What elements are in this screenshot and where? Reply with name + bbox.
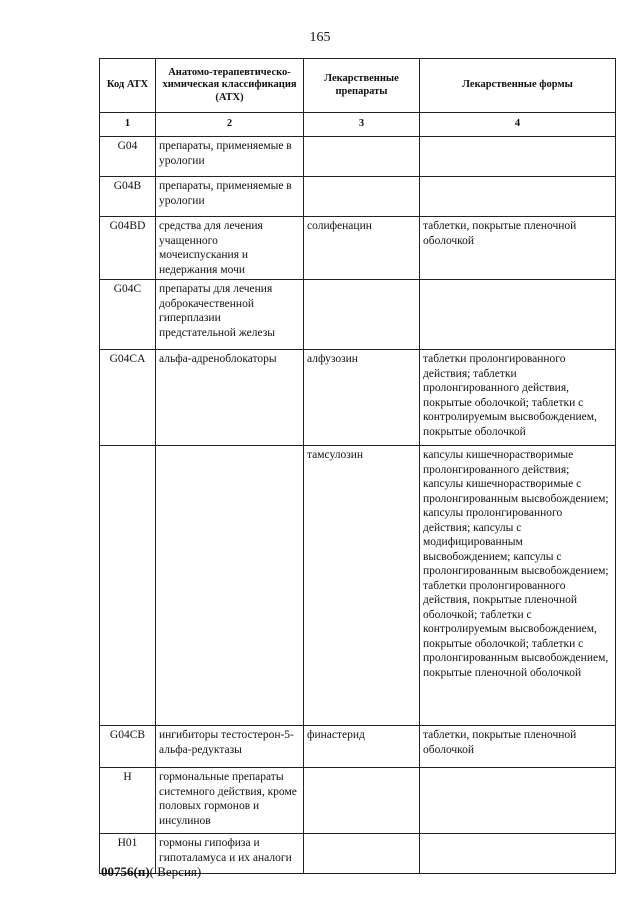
- classification: ингибиторы тестостерон-5-альфа-редуктазы: [156, 726, 304, 768]
- drug-name: [304, 280, 420, 350]
- table-row: [100, 137, 616, 177]
- dosage-forms: [420, 768, 616, 834]
- atx-code: G04CA: [100, 350, 156, 446]
- table-row: [100, 350, 616, 446]
- dosage-forms: [420, 177, 616, 217]
- classification: препараты, применяемые в урологии: [156, 177, 304, 217]
- atx-code: G04BD: [100, 217, 156, 280]
- drug-name: [304, 834, 420, 874]
- dosage-forms: капсулы кишечнорастворимые пролонгированного действия; капсулы кишечнорастворимые с пролонгированным высвобождением; капсулы пролонгированного действия; капсулы с модифицированным высвобождением; капсулы с пролонгированным высвобождением; таблетки пролонгированного действия, покрытые пленочной оболочкой; таблетки с контролируемым высвобождением, покрытые оболочкой; таблетки с пролонгированным высвобождением, покрытые пленочной оболочкой: [420, 446, 616, 726]
- classification: препараты для лечения доброкачественной гиперплазии предстательной железы: [156, 280, 304, 350]
- classification: гормоны гипофиза и гипоталамуса и их аналоги: [156, 834, 304, 874]
- atx-code: G04C: [100, 280, 156, 350]
- column-number: 1: [100, 113, 156, 137]
- header-classification: Анатомо-терапевтическо-химическая классификация (АТХ): [156, 59, 304, 113]
- classification: альфа-адреноблокаторы: [156, 350, 304, 446]
- drug-name: [304, 768, 420, 834]
- dosage-forms: таблетки пролонгированного действия; таблетки пролонгированного действия, покрытые оболочкой; таблетки с контролируемым высвобождением, покрытые оболочкой: [420, 350, 616, 446]
- dosage-forms: [420, 137, 616, 177]
- header-code: Код АТХ: [100, 59, 156, 113]
- page-number: 165: [309, 30, 331, 45]
- dosage-forms: [420, 834, 616, 874]
- atx-code: H01: [100, 834, 156, 874]
- table-row: [100, 217, 616, 280]
- atx-code: H: [100, 768, 156, 834]
- drug-name: солифенацин: [304, 217, 420, 280]
- column-number: 2: [156, 113, 304, 137]
- classification: гормональные препараты системного действия, кроме половых гормонов и инсулинов: [156, 768, 304, 834]
- drug-name: алфузозин: [304, 350, 420, 446]
- atx-code: [100, 446, 156, 726]
- header-drugs: Лекарственные препараты: [304, 59, 420, 113]
- atx-code: G04CB: [100, 726, 156, 768]
- classification: [156, 446, 304, 726]
- table-row: [100, 446, 616, 726]
- dosage-forms: таблетки, покрытые пленочной оболочкой: [420, 217, 616, 280]
- document-id: 00756(п): [101, 864, 150, 879]
- atx-code: G04: [100, 137, 156, 177]
- dosage-forms: [420, 280, 616, 350]
- drug-name: [304, 177, 420, 217]
- table-row: [100, 280, 616, 350]
- table-row: [100, 726, 616, 768]
- column-number: 3: [304, 113, 420, 137]
- atx-code: G04B: [100, 177, 156, 217]
- header-forms: Лекарственные формы: [420, 59, 616, 113]
- table-row: [100, 177, 616, 217]
- column-number: 4: [420, 113, 616, 137]
- dosage-forms: таблетки, покрытые пленочной оболочкой: [420, 726, 616, 768]
- document-footer: [101, 864, 201, 880]
- atx-table: [99, 58, 616, 874]
- classification: препараты, применяемые в урологии: [156, 137, 304, 177]
- drug-name: финастерид: [304, 726, 420, 768]
- drug-name: тамсулозин: [304, 446, 420, 726]
- classification: средства для лечения учащенного мочеиспускания и недержания мочи: [156, 217, 304, 280]
- drug-name: [304, 137, 420, 177]
- document-version: ( Версия): [149, 864, 202, 879]
- table-row: [100, 768, 616, 834]
